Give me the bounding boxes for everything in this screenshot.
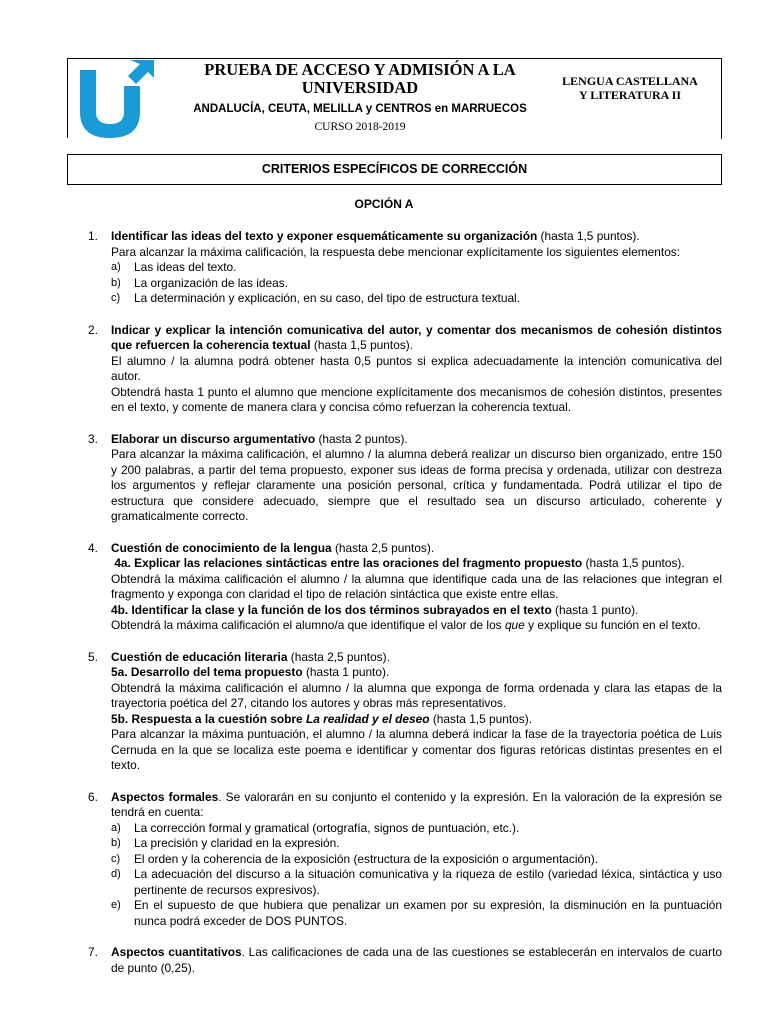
subitem-text: La organización de las ideas. — [134, 275, 289, 290]
criterion-heading-bold: Cuestión de conocimiento de la lengua — [111, 540, 332, 555]
subitem-letter: e) — [111, 899, 121, 911]
academic-year: CURSO 2018-2019 — [314, 121, 406, 133]
criterion-text: El alumno / la alumna podrá obtener hasta 0,5 puntos si explica adecuadamente la intención comunicativa del autor. — [111, 353, 722, 383]
criterion-heading — [111, 790, 722, 821]
subcriterion-heading-bold: 4b. Identificar la clase y la función de los dos términos subrayados en el texto — [111, 602, 552, 617]
subitem-text: La corrección formal y gramatical (ortografía, signos de puntuación, etc.). — [134, 820, 520, 835]
option-title: OPCIÓN A — [354, 197, 414, 211]
subcriterion-text: Obtendrá la máxima calificación el alumno / la alumna que exponga de forma ordenada y clara las etapas de la trayectoria poética del 27, citando los autores y obras más representativos. — [111, 680, 722, 710]
subcriterion-points: (hasta 1,5 puntos). — [429, 711, 532, 726]
text-emphasis: La realidad y el deseo — [305, 711, 430, 726]
subcriterion-5b-heading — [111, 712, 722, 728]
subitem — [111, 291, 722, 307]
university-logo-icon — [78, 56, 158, 140]
criterion-number: 5. — [88, 649, 98, 664]
subcriterion-5a-heading — [111, 665, 722, 681]
subitem — [111, 276, 722, 292]
subject-line2: Y LITERATURA II — [578, 88, 682, 102]
subcriterion-4b-heading — [111, 603, 722, 619]
criterion-text: . Las calificaciones de cada una de las cuestiones se establecerán en intervalos de cuarto de punto (0,25). — [111, 945, 722, 975]
criterion-heading-bold: Elaborar un discurso argumentativo — [111, 431, 316, 446]
subject-name — [545, 74, 715, 102]
criterion-number: 2. — [88, 322, 98, 337]
criterion-4 — [88, 541, 722, 634]
subitem — [111, 821, 722, 837]
subitem-letter: d) — [111, 868, 121, 880]
criterion-number: 1. — [88, 229, 98, 243]
criterion-1 — [88, 229, 722, 307]
criteria-title: CRITERIOS ESPECÍFICOS DE CORRECCIÓN — [67, 154, 722, 185]
subcriterion-4a-heading — [111, 556, 722, 572]
subitem-text: Las ideas del texto. — [134, 260, 237, 274]
subcriterion-text: Obtendrá la máxima calificación el alumno / la alumna que identifique cada una de las relaciones que integran el fragmento y exponga con claridad el tipo de relación sintáctica que existe entre ellas. — [111, 571, 722, 601]
criterion-heading-bold: Indicar y explicar la intención comunicativa del autor, y comentar dos mecanismos de cohesión distintos que refuercen la coherencia textual — [111, 322, 722, 352]
text-part: y explique su función en el texto. — [524, 618, 701, 632]
text-part: Obtendrá la máxima calificación el alumno/a que identifique el valor de los — [111, 618, 505, 632]
criterion-text: Para alcanzar la máxima calificación, el alumno / la alumna deberá realizar un discurso bien organizado, entre 150 y 200 palabras, a partir del tema propuesto, exponer sus ideas de forma precisa y ordenada, utilizar con destreza los argumentos y reflejar claramente una posición personal, crítica y fundamentada. Podrá utilizar el tipo de estructura que considere adecuado, siempre que el resultado sea un discurso articulado, coherente y gramaticalmente correcto. — [111, 447, 722, 523]
criterion-text: Obtendrá hasta 1 punto el alumno que mencione explícitamente dos mecanismos de cohesión distintos, presentes en el texto, y comente de manera clara y concisa cómo refuerzan la coherencia textual. — [111, 384, 722, 414]
subitem-text: La determinación y explicación, en su caso, del tipo de estructura textual. — [134, 291, 521, 305]
exam-title-line2: UNIVERSIDAD — [301, 78, 419, 97]
subcriterion-text — [111, 618, 722, 634]
subitem-text: En el supuesto de que hubiera que penalizar un examen por su expresión, la disminución en la puntuación nunca podrá exceder de DOS PUNTOS. — [134, 898, 722, 928]
subitem-text: El orden y la coherencia de la exposición (estructura de la exposición o argumentación). — [134, 851, 598, 866]
criterion-heading-bold: Cuestión de educación literaria — [111, 649, 288, 664]
criterion-6 — [88, 790, 722, 930]
subitem-letter: b) — [111, 276, 121, 289]
criterion-points: (hasta 2 puntos). — [315, 431, 408, 446]
criterion-number: 4. — [88, 540, 98, 555]
subcriterion-points: (hasta 1 punto). — [302, 665, 390, 679]
subitem — [111, 867, 722, 898]
subitem — [111, 898, 722, 929]
subcriterion-heading-bold: 5b. Respuesta a la cuestión sobre — [111, 711, 306, 726]
criterion-points: (hasta 1,5 puntos). — [310, 338, 414, 352]
subitem-text: La adecuación del discurso a la situación comunicativa y la riqueza de estilo (variedad léxica, sintáctica y uso pertinente de recursos expresivos). — [134, 867, 722, 897]
criterion-heading — [111, 945, 722, 976]
subitem — [111, 260, 722, 276]
header-left-rule — [67, 58, 68, 138]
criterion-7 — [88, 945, 722, 976]
criterion-text: Para alcanzar la máxima calificación, la respuesta debe mencionar explícitamente los siguientes elementos: — [111, 244, 681, 259]
criterion-heading — [111, 432, 722, 448]
criterion-heading — [111, 323, 722, 354]
criterion-2 — [88, 323, 722, 416]
subitem-letter: a) — [111, 261, 121, 273]
text-emphasis: que — [504, 618, 525, 632]
subcriterion-heading-bold: 4a. Explicar las relaciones sintácticas entre las oraciones del fragmento propuesto — [114, 556, 583, 570]
criteria-list — [88, 229, 722, 992]
criterion-number: 6. — [88, 789, 98, 804]
subcriterion-points: (hasta 1,5 puntos). — [582, 556, 685, 570]
subject-line1: LENGUA CASTELLANA — [562, 74, 698, 88]
subcriterion-points: (hasta 1 punto). — [551, 602, 639, 617]
subitem — [111, 836, 722, 852]
criterion-points: (hasta 1,5 puntos). — [537, 229, 640, 243]
criterion-text: . Se valorarán en su conjunto el contenido y la expresión. En la valoración de la expresión se tendrá en cuenta: — [111, 789, 722, 819]
subitem — [111, 852, 722, 868]
subitem-letter: a) — [111, 821, 121, 834]
criterion-points: (hasta 2,5 puntos). — [287, 649, 390, 664]
criterion-points: (hasta 2,5 puntos). — [331, 540, 435, 555]
criterion-heading — [111, 541, 722, 557]
region-subtitle: ANDALUCÍA, CEUTA, MELILLA y CENTROS en MARRUECOS — [193, 103, 527, 115]
exam-title-line1: PRUEBA DE ACCESO Y ADMISIÓN A LA — [204, 60, 516, 79]
exam-title — [175, 61, 545, 97]
criterion-heading — [111, 229, 722, 245]
subitem-letter: b) — [111, 837, 121, 849]
criterion-heading-bold: Identificar las ideas del texto y exponer esquemáticamente su organización — [111, 229, 538, 243]
criterion-heading-bold: Aspectos cuantitativos — [111, 945, 242, 959]
subitem-text: La precisión y claridad en la expresión. — [134, 836, 340, 850]
criterion-3 — [88, 432, 722, 525]
criterion-number: 7. — [88, 945, 98, 959]
criterion-number: 3. — [88, 431, 98, 446]
subitem-letter: c) — [111, 292, 121, 304]
criterion-heading — [111, 650, 722, 666]
subcriterion-heading-bold: 5a. Desarrollo del tema propuesto — [111, 665, 303, 679]
subitem-letter: c) — [111, 852, 121, 865]
criterion-heading-bold: Aspectos formales — [111, 789, 219, 804]
subcriterion-text: Para alcanzar la máxima puntuación, el alumno / la alumna deberá indicar la fase de la trayectoria poética de Luis Cernuda en la que se localiza este poema e identificar y comentar dos figuras retóricas distintas presentes en el texto. — [111, 727, 722, 772]
criterion-5 — [88, 650, 722, 774]
